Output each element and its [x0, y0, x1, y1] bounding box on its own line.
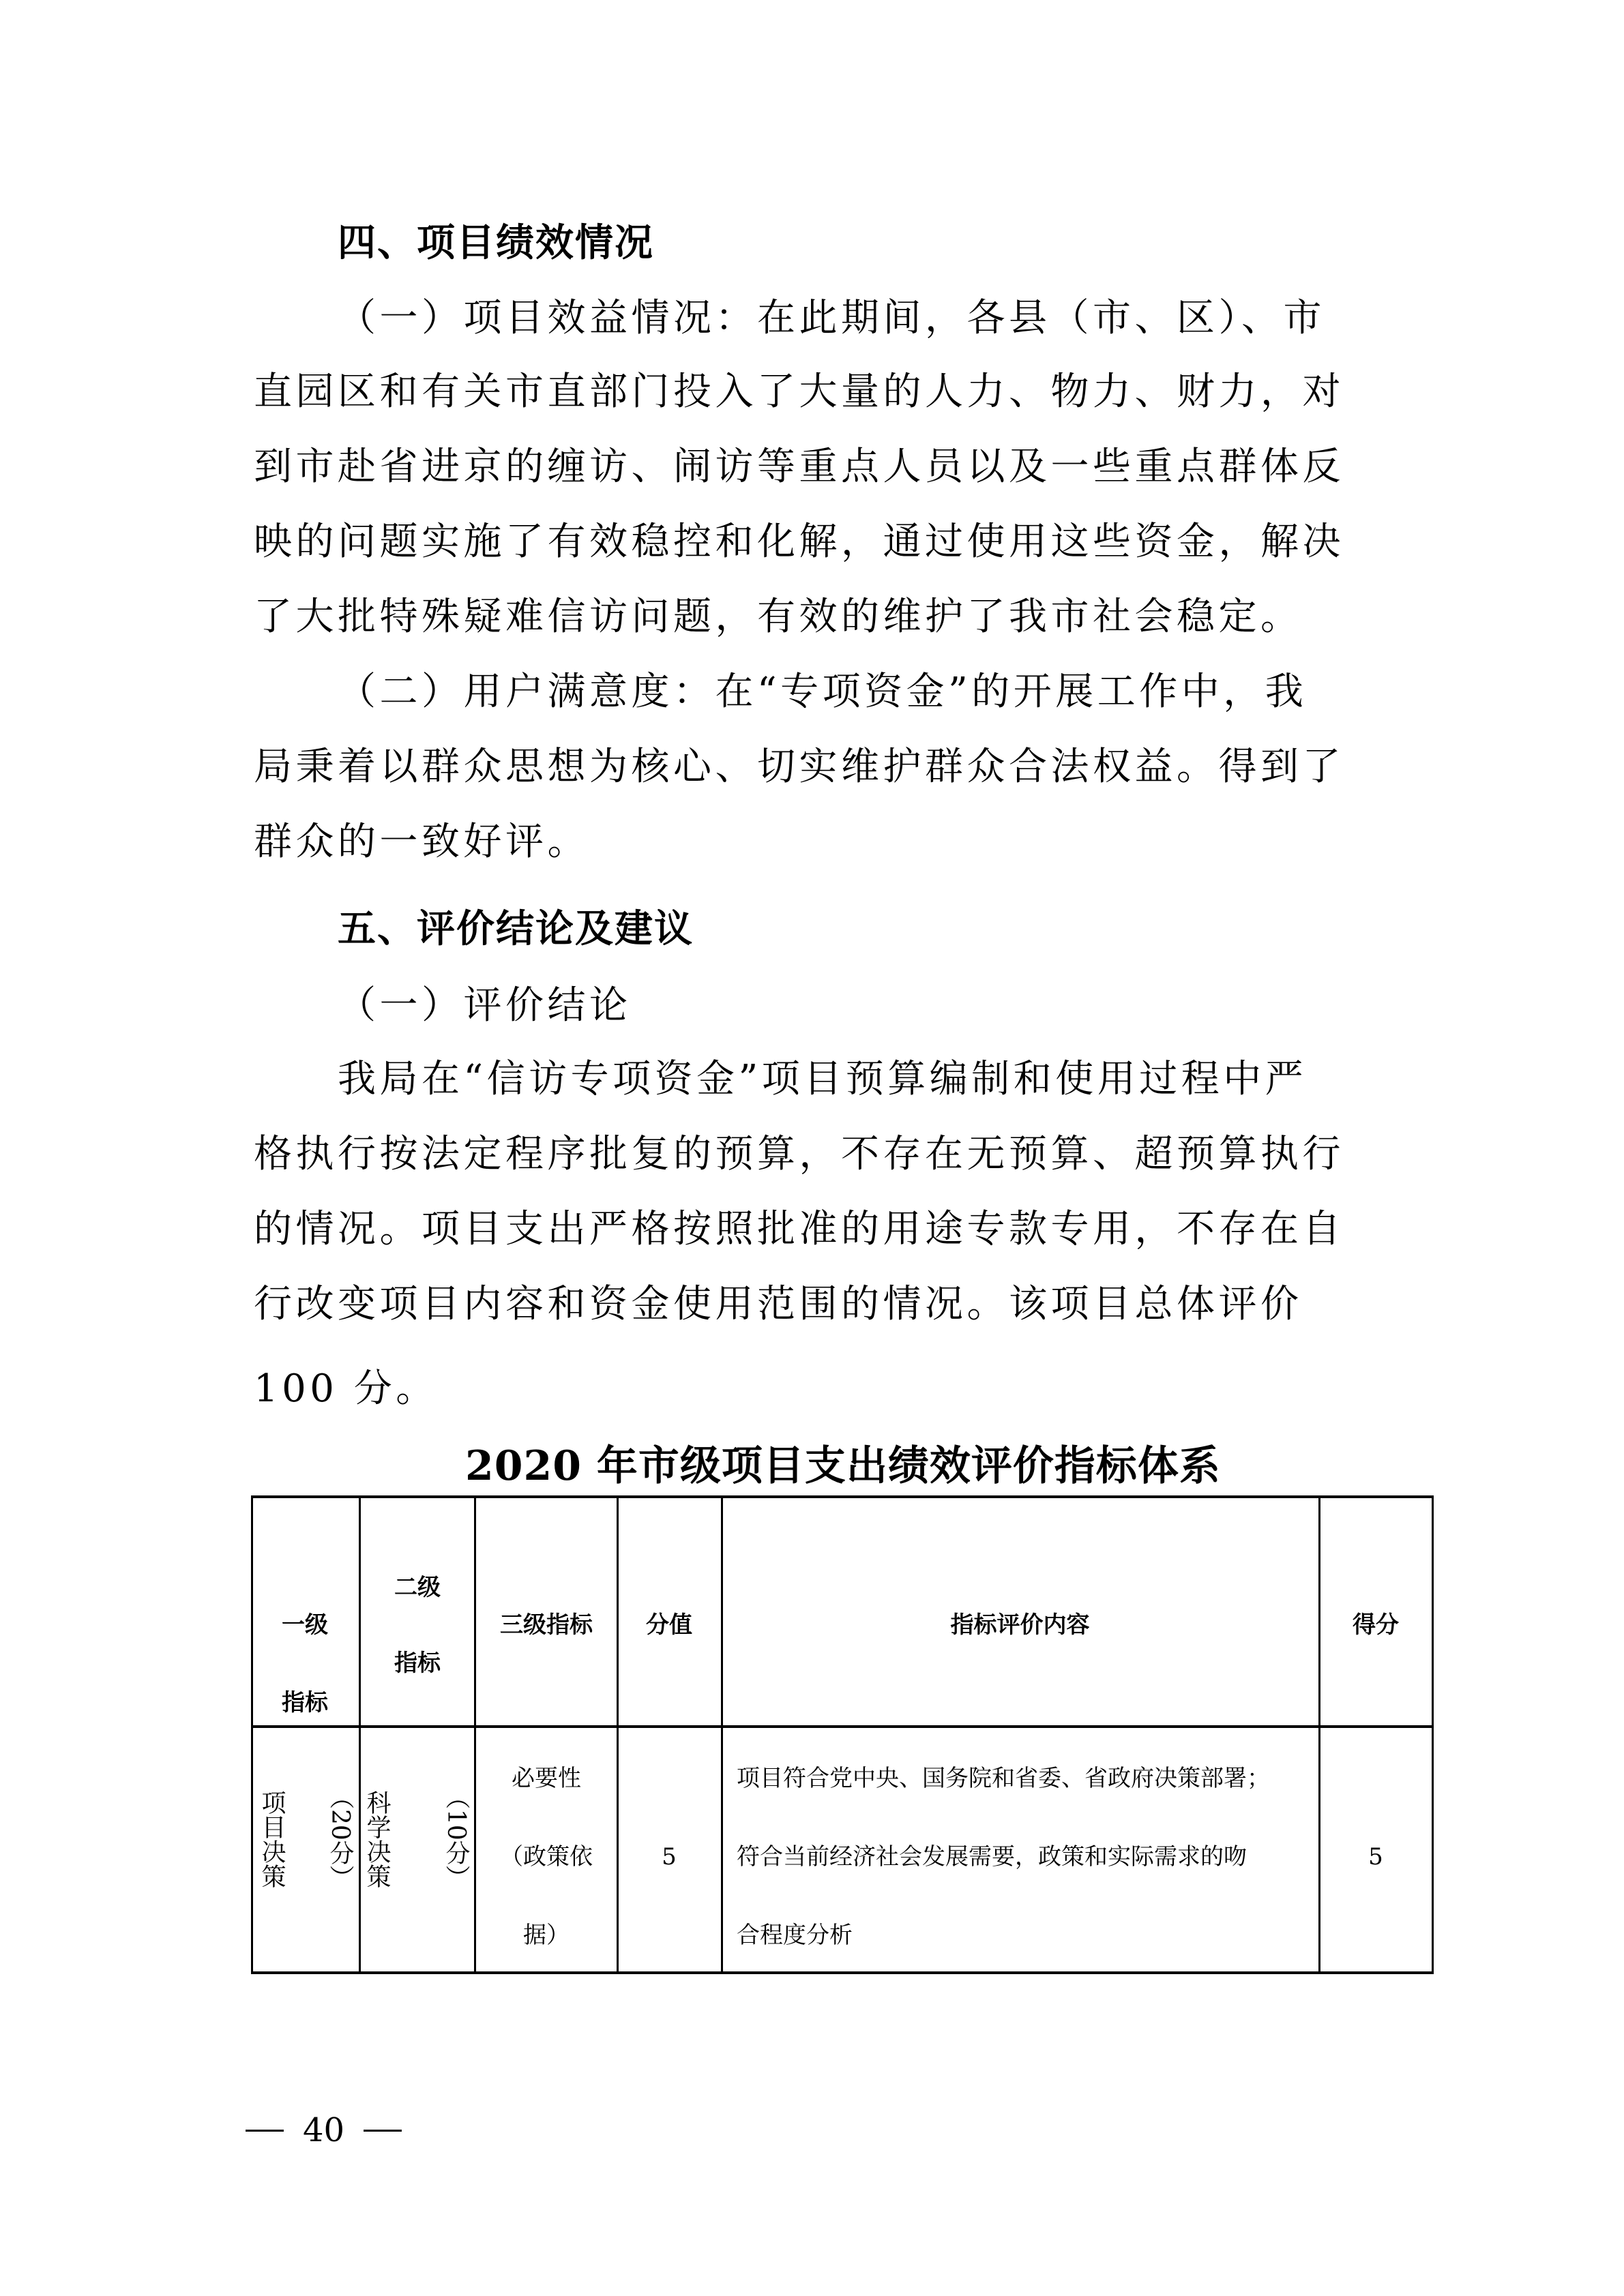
- header-level2-line1: 二级: [394, 1574, 441, 1601]
- paragraph-line: 映的问题实施了有效稳控和化解，通过使用这些资金，解决: [254, 520, 1344, 564]
- level1-name: 项目决策: [258, 1790, 286, 1888]
- header-content: 指标评价内容: [950, 1611, 1090, 1639]
- column-divider: [474, 1495, 476, 1974]
- content-line: 符合当前经济社会发展需要，政策和实际需求的吻: [737, 1843, 1247, 1870]
- paragraph-line: 直园区和有关市直部门投入了大量的人力、物力、财力，对: [254, 370, 1344, 414]
- header-points: 分值: [646, 1611, 692, 1639]
- paragraph-line: 格执行按法定程序批复的预算，不存在无预算、超预算执行: [254, 1132, 1344, 1176]
- section-5-heading: 五、评价结论及建议: [338, 907, 694, 951]
- paragraph-line: 群众的一致好评。: [254, 820, 589, 864]
- table-border-bottom: [251, 1971, 1434, 1974]
- table-border-left: [251, 1495, 253, 1974]
- paragraph-line: 行改变项目内容和资金使用范围的情况。该项目总体评价: [254, 1282, 1303, 1326]
- points-value: 5: [662, 1843, 677, 1870]
- table-header-divider: [251, 1725, 1434, 1728]
- column-divider: [359, 1495, 361, 1974]
- level3-line: 必要性: [512, 1765, 581, 1792]
- page-number: [246, 2111, 402, 2149]
- dash-left: [246, 2130, 284, 2132]
- level3-line: （政策依: [500, 1843, 593, 1870]
- table-border-right: [1432, 1495, 1434, 1974]
- header-level3: 三级指标: [500, 1611, 593, 1639]
- paragraph-line: （二）用户满意度：在“专项资金”的开展工作中，我: [338, 670, 1308, 714]
- header-level1-line2: 指标: [282, 1689, 328, 1716]
- subheading: （一）评价结论: [338, 983, 632, 1028]
- paragraph-line: 我局在“信访专项资金”项目预算编制和使用过程中严: [338, 1057, 1308, 1101]
- level2-name: 科学决策: [363, 1790, 391, 1888]
- dash-right: [364, 2130, 402, 2132]
- column-divider: [617, 1495, 619, 1974]
- paragraph-line: 了大批特殊疑难信访问题，有效的维护了我市社会稳定。: [254, 595, 1303, 639]
- header-score: 得分: [1353, 1611, 1399, 1639]
- paragraph-line: 100 分。: [254, 1367, 438, 1411]
- paragraph-line: 的情况。项目支出严格按照批准的用途专款专用，不存在自: [254, 1207, 1344, 1251]
- section-4-heading: 四、项目绩效情况: [338, 221, 654, 265]
- table-border-top: [251, 1495, 1434, 1498]
- header-level2-line2: 指标: [394, 1650, 441, 1677]
- evaluation-table: [251, 1495, 1434, 1973]
- paragraph-line: 到市赴省进京的缠访、闹访等重点人员以及一些重点群体反: [254, 445, 1344, 489]
- header-level1-line1: 一级: [282, 1611, 328, 1639]
- level1-points: （20分）: [326, 1785, 354, 1890]
- page-number-value: 40: [303, 2111, 345, 2149]
- table-title: 2020 年市级项目支出绩效评价指标体系: [465, 1442, 1221, 1490]
- score-value: 5: [1368, 1843, 1383, 1870]
- content-line: 合程度分析: [737, 1922, 853, 1949]
- content-line: 项目符合党中央、国务院和省委、省政府决策部署；: [737, 1765, 1270, 1792]
- level3-line: 据）: [523, 1922, 570, 1949]
- level2-points: （10分）: [442, 1785, 470, 1890]
- column-divider: [721, 1495, 723, 1974]
- paragraph-line: （一）项目效益情况：在此期间，各县（市、区）、市: [338, 296, 1325, 340]
- column-divider: [1318, 1495, 1320, 1974]
- paragraph-line: 局秉着以群众思想为核心、切实维护群众合法权益。得到了: [254, 745, 1344, 789]
